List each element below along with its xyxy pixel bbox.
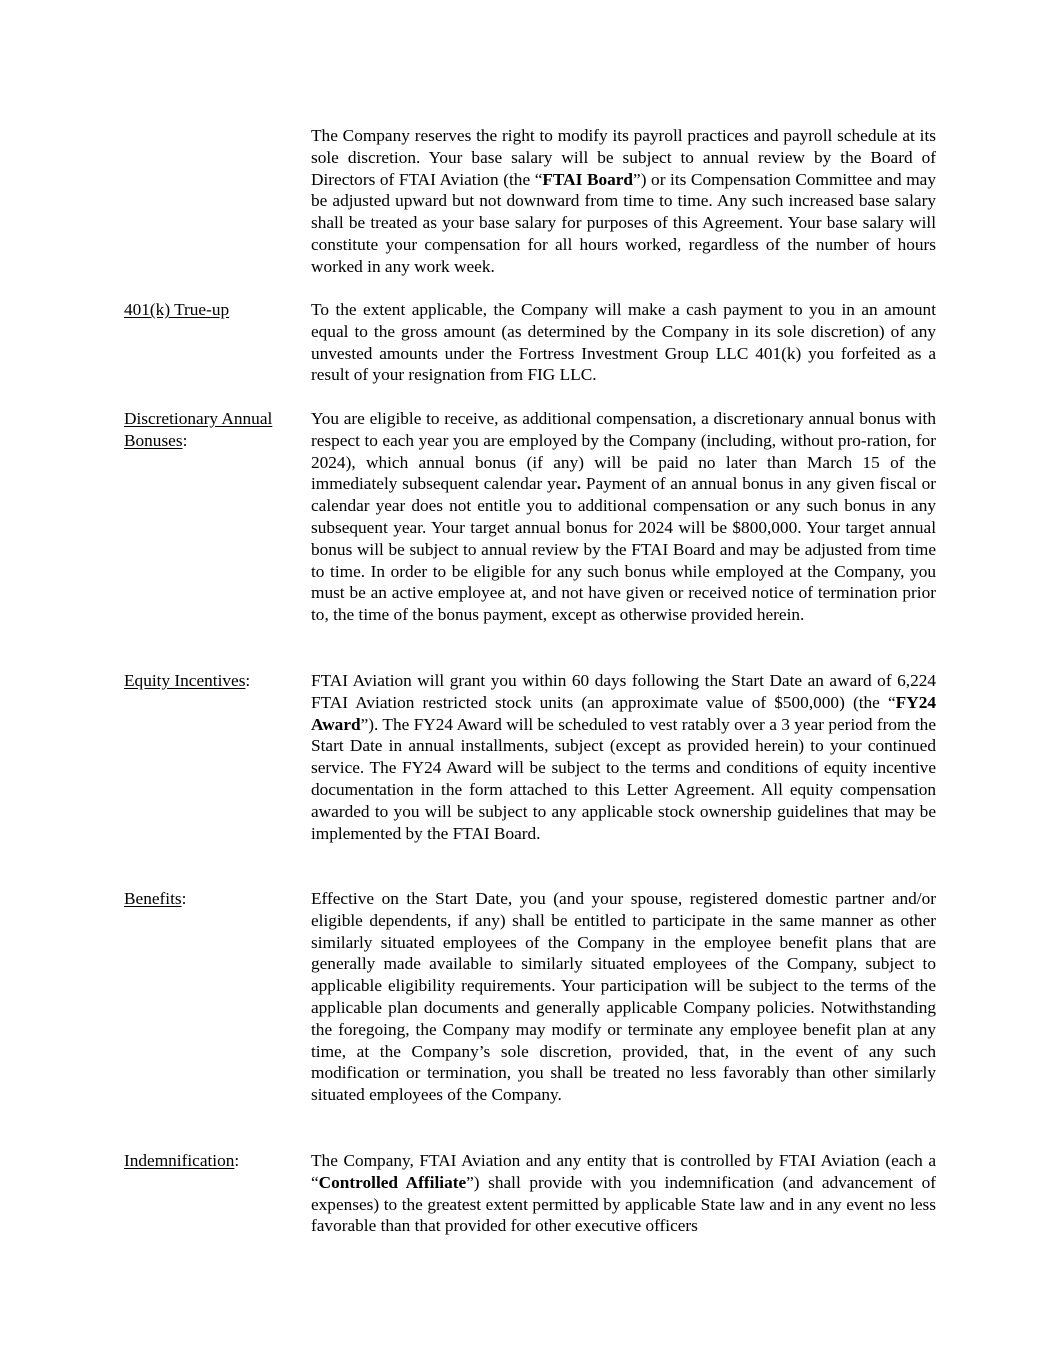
body-text: ”). The FY24 Award will be scheduled to vest ratably over a 3 year period from the Start Date in annual installments, subject (except as provided herein) to your continued service. The FY24 Award will be subject to the terms and conditions of equity incentive documentation in the form attached to this Letter Agreement. All equity compensation awarded to you will be subject to any applicable stock ownership guidelines that may be implemented by the FTAI Board. bbox=[311, 714, 936, 843]
section-label bbox=[124, 125, 311, 278]
section-label bbox=[124, 408, 311, 626]
section-label bbox=[124, 670, 311, 844]
defined-term: FTAI Board bbox=[542, 169, 634, 189]
body-text: The Company reserves the right to modify its payroll practices and payroll schedule at its sole discretion. Your base salary will be subject to annual review by the Board of Directors of FTAI Aviation (the “ bbox=[311, 126, 936, 189]
section-body bbox=[311, 125, 936, 278]
paragraph-indemnification bbox=[124, 1150, 936, 1237]
section-label-text: Indemnification bbox=[124, 1151, 235, 1170]
section-label-colon: : bbox=[181, 889, 187, 908]
section-label bbox=[124, 888, 311, 1106]
section-label-text: 401(k) True-up bbox=[124, 300, 230, 319]
section-label bbox=[124, 299, 311, 386]
bold-period: . bbox=[576, 474, 582, 494]
body-text: ”) shall provide with you indemnification (and advancement of expenses) to the greatest extent permitted by applicable State law and in any event no less favorable than that provided for other executive officers bbox=[311, 1172, 936, 1236]
body-text: The Company, FTAI Aviation and any entity that is controlled by FTAI Aviation (each a “ bbox=[311, 1151, 936, 1192]
body-text: Effective on the Start Date, you (and your spouse, registered domestic partner and/or eligible dependents, if any) shall be entitled to participate in the same manner as other similarly situated employees of the Company in the employee benefit plans that are generally made available to similarly situated employees of the Company, subject to applicable eligibility requirements. Your participation will be subject to the terms of the applicable plan documents and generally applicable Company policies. Notwithstanding the foregoing, the Company may modify or terminate any employee benefit plan at any time, at the Company’s sole discretion, provided, that, in the event of any such modification or termination, you shall be treated no less favorably than other similarly situated employees of the Company. bbox=[311, 889, 936, 1105]
section-label-text: Equity Incentives bbox=[124, 671, 246, 690]
paragraph-401k-true-up bbox=[124, 299, 936, 386]
section-label-colon: : bbox=[234, 1151, 240, 1170]
section-body bbox=[311, 408, 936, 626]
paragraph-equity-incentives bbox=[124, 670, 936, 844]
section-label-colon: : bbox=[182, 430, 188, 450]
defined-term: Controlled Affiliate bbox=[318, 1172, 467, 1192]
section-label bbox=[124, 1150, 311, 1237]
body-text: FTAI Aviation will grant you within 60 days following the Start Date an award of 6,224 FTAI Aviation restricted stock units (an approximate value of $500,000) (the “ bbox=[311, 671, 936, 712]
body-text: ”) or its Compensation Committee and may be adjusted upward but not downward from time to time. Any such increased base salary shall be treated as your base salary for purposes of this Agreement. Your base salary will constitute your compensation for all hours worked, regardless of the number of hours worked in any work week. bbox=[311, 169, 936, 276]
section-body bbox=[311, 670, 936, 844]
section-body bbox=[311, 299, 936, 386]
section-label-text: Discretionary Annual Bonuses bbox=[124, 409, 273, 450]
paragraph-salary-continued bbox=[124, 125, 936, 278]
paragraph-discretionary-annual-bonuses bbox=[124, 408, 936, 626]
body-text: To the extent applicable, the Company will make a cash payment to you in an amount equal to the gross amount (as determined by the Company in its sole discretion) of any unvested amounts under the Fortress Investment Group LLC 401(k) you forfeited as a result of your resignation from FIG LLC. bbox=[311, 300, 936, 385]
paragraph-benefits bbox=[124, 888, 936, 1106]
section-label-text: Benefits bbox=[124, 889, 182, 908]
section-body bbox=[311, 1150, 936, 1237]
defined-term: FY24 Award bbox=[311, 692, 936, 734]
body-text: Payment of an annual bonus in any given fiscal or calendar year does not entitle you to additional compensation or any such bonus in any subsequent year. Your target annual bonus for 2024 will be $800,000. Your target annual bonus will be subject to annual review by the FTAI Board and may be adjusted from time to time. In order to be eligible for any such bonus while employed at the Company, you must be an active employee at, and not have given or received notice of termination prior to, the time of the bonus payment, except as otherwise provided herein. bbox=[311, 474, 936, 625]
section-body bbox=[311, 888, 936, 1106]
body-text: You are eligible to receive, as additional compensation, a discretionary annual bonus with respect to each year you are employed by the Company (including, without pro-ration, for 2024), which annual bonus (if any) will be paid no later than March 15 of the immediately subsequent calendar year bbox=[311, 409, 936, 494]
section-label-colon: : bbox=[245, 671, 251, 690]
